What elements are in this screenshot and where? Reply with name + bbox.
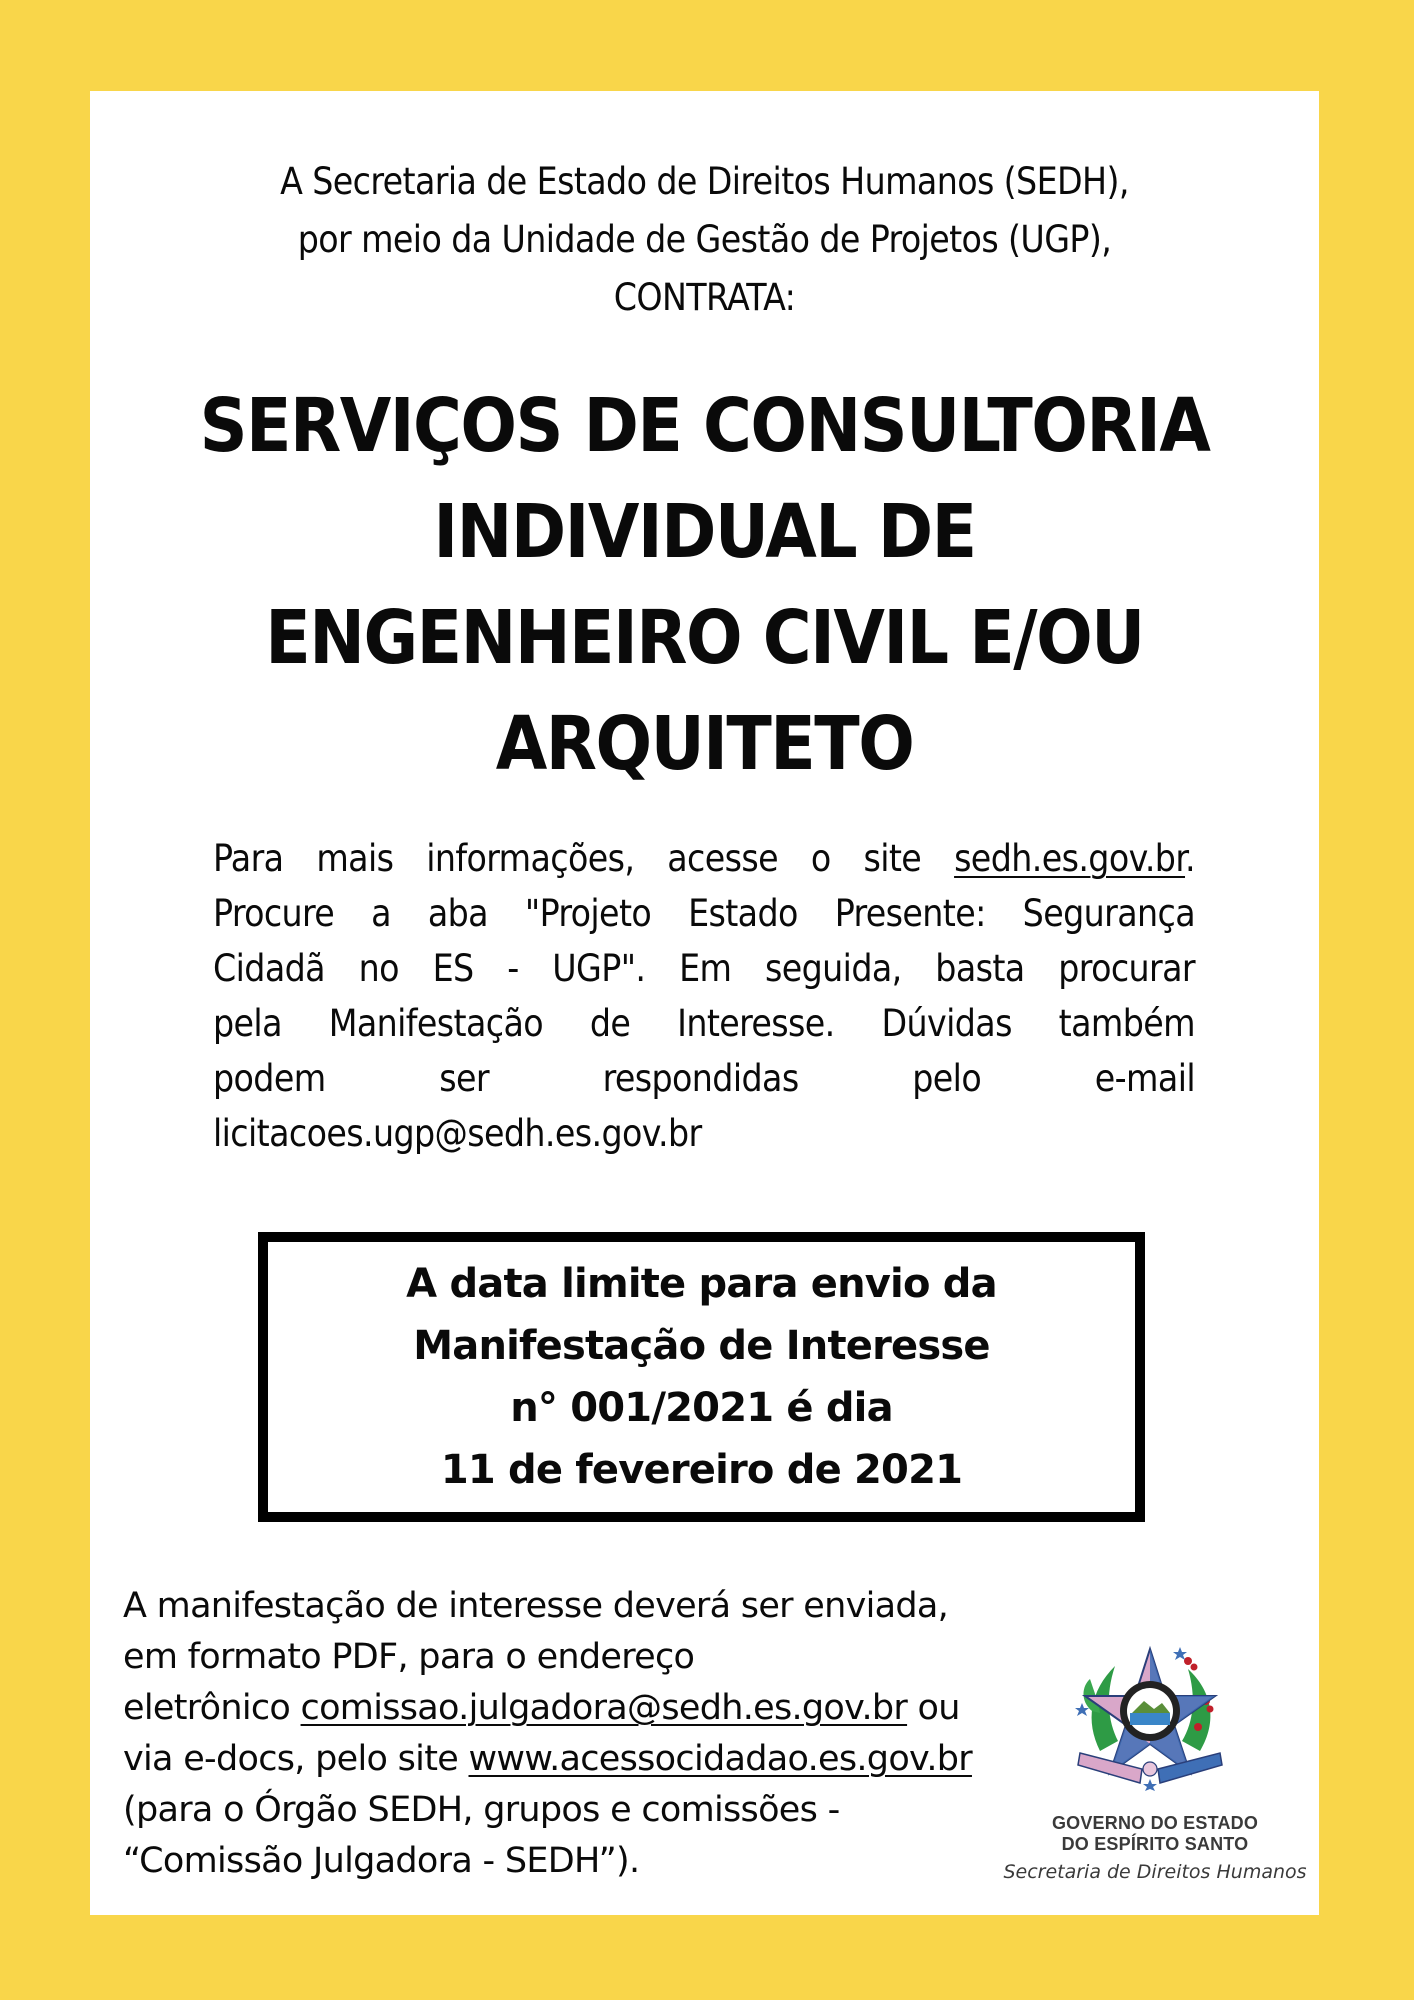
submission-text: eletrônico [123, 1688, 301, 1728]
deadline-line: Manifestação de Interesse [413, 1323, 990, 1369]
info-text: . [1185, 837, 1195, 880]
government-logo [990, 1641, 1320, 1911]
info-line: podem ser respondidas pelo e-mail [213, 1057, 1195, 1100]
contact-email: licitacoes.ugp@sedh.es.gov.br [213, 1112, 702, 1155]
submission-line: “Comissão Julgadora - SEDH”). [123, 1841, 640, 1881]
intro-text [90, 153, 1319, 327]
info-text: Para mais informações, acesse o site [213, 837, 955, 880]
title-line: ENGENHEIRO CIVIL E/OU [265, 595, 1144, 681]
logo-line: GOVERNO DO ESTADO [1051, 1813, 1259, 1833]
title-line: SERVIÇOS DE CONSULTORIA [199, 383, 1210, 469]
submission-line: em formato PDF, para o endereço [123, 1637, 695, 1677]
submission-line: (para o Órgão SEDH, grupos e comissões - [123, 1790, 840, 1830]
info-line: Cidadã no ES - UGP". Em seguida, basta procurar [213, 947, 1195, 990]
logo-line: DO ESPÍRITO SANTO [1061, 1834, 1249, 1854]
intro-line: A Secretaria de Estado de Direitos Humanos (SEDH), [280, 160, 1129, 203]
info-line: pela Manifestação de Interesse. Dúvidas também [213, 1002, 1195, 1045]
submission-instructions [123, 1581, 972, 1887]
title-line: INDIVIDUAL DE [433, 489, 976, 575]
state-coat-of-arms-icon [1070, 1641, 1230, 1791]
info-line: Procure a aba "Projeto Estado Presente: Segurança [213, 892, 1195, 935]
logo-secretariat: Secretaria de Direitos Humanos [1003, 1861, 1307, 1883]
intro-line: CONTRATA: [613, 276, 796, 319]
acessocidadao-site-link[interactable]: www.acessocidadao.es.gov.br [468, 1739, 972, 1779]
commission-email-link[interactable]: comissao.julgadora@sedh.es.gov.br [300, 1688, 908, 1728]
deadline-line: A data limite para envio da [406, 1261, 997, 1307]
poster-panel [90, 91, 1319, 1915]
sedh-site-link[interactable]: sedh.es.gov.br [954, 837, 1186, 880]
title-line: ARQUITETO [495, 701, 914, 787]
page-title [90, 373, 1319, 797]
info-line [213, 831, 1195, 886]
info-paragraph [213, 831, 1195, 1161]
deadline-date: 11 de fevereiro de 2021 [440, 1447, 963, 1493]
submission-line [123, 1734, 972, 1785]
deadline-line: n° 001/2021 é dia [510, 1385, 893, 1431]
submission-text: ou [907, 1688, 960, 1728]
intro-line: por meio da Unidade de Gestão de Projetos (UGP), [297, 218, 1112, 261]
submission-text: via e-docs, pelo site [123, 1739, 469, 1779]
submission-line [123, 1683, 972, 1734]
submission-line: A manifestação de interesse deverá ser enviada, [123, 1586, 949, 1626]
deadline-box [258, 1232, 1145, 1522]
